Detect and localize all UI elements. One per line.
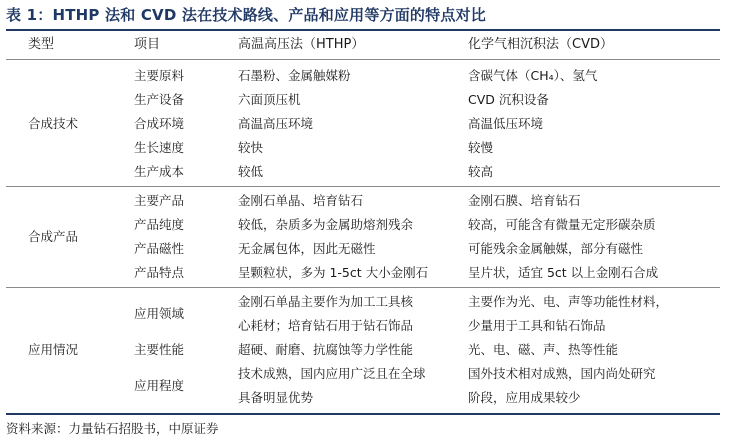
hthp-value: 石墨粉、金属触媒粉 [238, 68, 351, 83]
hthp-value: 六面顶压机 [238, 92, 301, 107]
cvd-value: 金刚石膜、培育钻石 [468, 193, 581, 208]
header-cvd: 化学气相沉积法（CVD） [468, 37, 613, 52]
group-type: 合成技术 [28, 116, 79, 131]
item-label: 主要产品 [134, 193, 185, 208]
item-label: 应用领域 [134, 306, 185, 321]
hthp-value: 较快 [238, 140, 264, 155]
cvd-value: 较高，可能含有微量无定形碳杂质 [468, 217, 656, 232]
cvd-value: 阶段，应用成果较少 [468, 390, 581, 405]
hthp-value: 心耗材；培育钻石用于钻石饰品 [238, 318, 414, 333]
hthp-value: 技术成熟，国内应用广泛且在全球 [238, 366, 426, 381]
cvd-value: 主要作为光、电、声等功能性材料， [468, 294, 669, 309]
top-rule [6, 29, 720, 31]
group-type: 合成产品 [28, 229, 79, 244]
cvd-value: 含碳气体（CH₄）、氢气 [468, 68, 598, 83]
hthp-value: 呈颗粒状，多为 1-5ct 大小金刚石 [238, 265, 429, 280]
cvd-value: 国外技术相对成熟，国内尚处研究 [468, 366, 656, 381]
item-label: 产品特点 [134, 265, 185, 280]
cvd-value: 较慢 [468, 140, 494, 155]
cvd-value: 光、电、磁、声、热等性能 [468, 342, 619, 357]
hthp-value: 无金属包体，因此无磁性 [238, 241, 376, 256]
table-title: 表 1：HTHP 法和 CVD 法在技术路线、产品和应用等方面的特点对比 [6, 6, 486, 24]
hthp-value: 超硬、耐磨、抗腐蚀等力学性能 [238, 342, 414, 357]
item-label: 产品磁性 [134, 241, 185, 256]
item-label: 生产设备 [134, 92, 185, 107]
item-label: 生产成本 [134, 164, 185, 179]
cvd-value: 呈片状，适宜 5ct 以上金刚石合成 [468, 265, 659, 280]
hthp-value: 具备明显优势 [238, 390, 314, 405]
item-label: 合成环境 [134, 116, 185, 131]
cvd-value: CVD 沉积设备 [468, 92, 549, 107]
item-label: 产品纯度 [134, 217, 185, 232]
hthp-value: 较低，杂质多为金属助熔剂残余 [238, 217, 414, 232]
item-label: 主要原料 [134, 68, 185, 83]
item-label: 主要性能 [134, 342, 185, 357]
header-type: 类型 [28, 37, 55, 52]
hthp-value: 高温高压环境 [238, 116, 314, 131]
table-rule [6, 287, 720, 288]
cvd-value: 较高 [468, 164, 494, 179]
group-type: 应用情况 [28, 342, 79, 357]
cvd-value: 可能残余金属触媒，部分有磁性 [468, 241, 644, 256]
header-item: 项目 [134, 37, 161, 52]
source-note: 资料来源：力量钻石招股书，中原证券 [6, 421, 219, 436]
table-rule [6, 59, 720, 60]
header-hthp: 高温高压法（HTHP） [238, 37, 365, 52]
table-rule [6, 186, 720, 187]
item-label: 生长速度 [134, 140, 185, 155]
hthp-value: 金刚石单晶、培育钻石 [238, 193, 364, 208]
cvd-value: 少量用于工具和钻石饰品 [468, 318, 606, 333]
cvd-value: 高温低压环境 [468, 116, 544, 131]
item-label: 应用程度 [134, 378, 185, 393]
table-rule [6, 413, 720, 415]
hthp-value: 较低 [238, 164, 264, 179]
hthp-value: 金刚石单晶主要作为加工工具核 [238, 294, 414, 309]
